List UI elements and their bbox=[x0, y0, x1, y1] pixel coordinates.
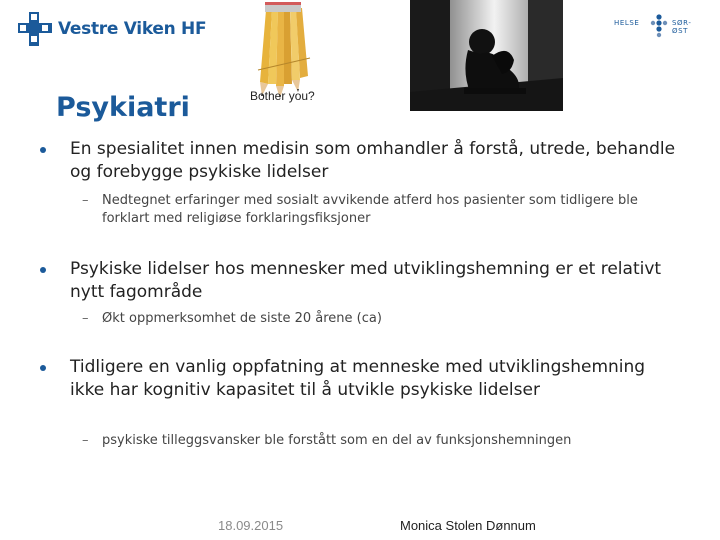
bullet-dot-icon bbox=[40, 365, 46, 371]
sub-bullet-item bbox=[82, 192, 682, 228]
bullet-item bbox=[70, 356, 680, 402]
sub-bullet-text: Nedtegnet erfaringer med sosialt avvikende atferd hos pasienter som tidligere ble forklart med religiøse forklaringsfiksjoner bbox=[102, 193, 638, 226]
helse-label: HELSE bbox=[614, 19, 640, 27]
bullet-text: Tidligere en vanlig oppfatning at menneske med utviklingshemning ikke har kognitiv kapasitet til å utvikle psykiske lidelser bbox=[70, 357, 646, 400]
sad-person-photo bbox=[410, 0, 563, 111]
bullet-dot-icon bbox=[40, 147, 46, 153]
bullet-text: En spesialitet innen medisin som omhandler å forstå, utrede, behandle og forebygge psykiske lidelser bbox=[70, 139, 676, 182]
cross-logo-icon bbox=[18, 12, 52, 46]
bullet-text: Psykiske lidelser hos mennesker med utviklingshemning er et relativt nytt fagområde bbox=[70, 259, 662, 302]
sor-ost-label: SØR-ØST bbox=[672, 19, 692, 35]
image-caption: Bother you? bbox=[250, 89, 315, 103]
footer-author: Monica Stolen Dønnum bbox=[400, 518, 536, 533]
slide-title: Psykiatri bbox=[56, 92, 190, 123]
bullet-dot-icon bbox=[40, 267, 46, 273]
dash-icon: – bbox=[82, 433, 89, 448]
sub-bullet-item bbox=[82, 310, 682, 328]
footer-date: 18.09.2015 bbox=[218, 518, 284, 533]
sub-bullet-text: psykiske tilleggsvansker ble forstått som en del av funksjonshemningen bbox=[102, 433, 572, 448]
sub-bullet-text: Økt oppmerksomhet de siste 20 årene (ca) bbox=[102, 311, 382, 326]
organization-logo bbox=[18, 12, 207, 48]
sub-bullet-item bbox=[82, 432, 682, 450]
dash-icon: – bbox=[82, 311, 89, 326]
bullet-item bbox=[70, 138, 680, 184]
organization-name: Vestre Viken HF bbox=[58, 19, 207, 39]
dash-icon: – bbox=[82, 193, 89, 208]
dots-cross-icon bbox=[648, 14, 670, 38]
bullet-item bbox=[70, 258, 680, 304]
helse-sor-ost-logo bbox=[614, 14, 706, 38]
